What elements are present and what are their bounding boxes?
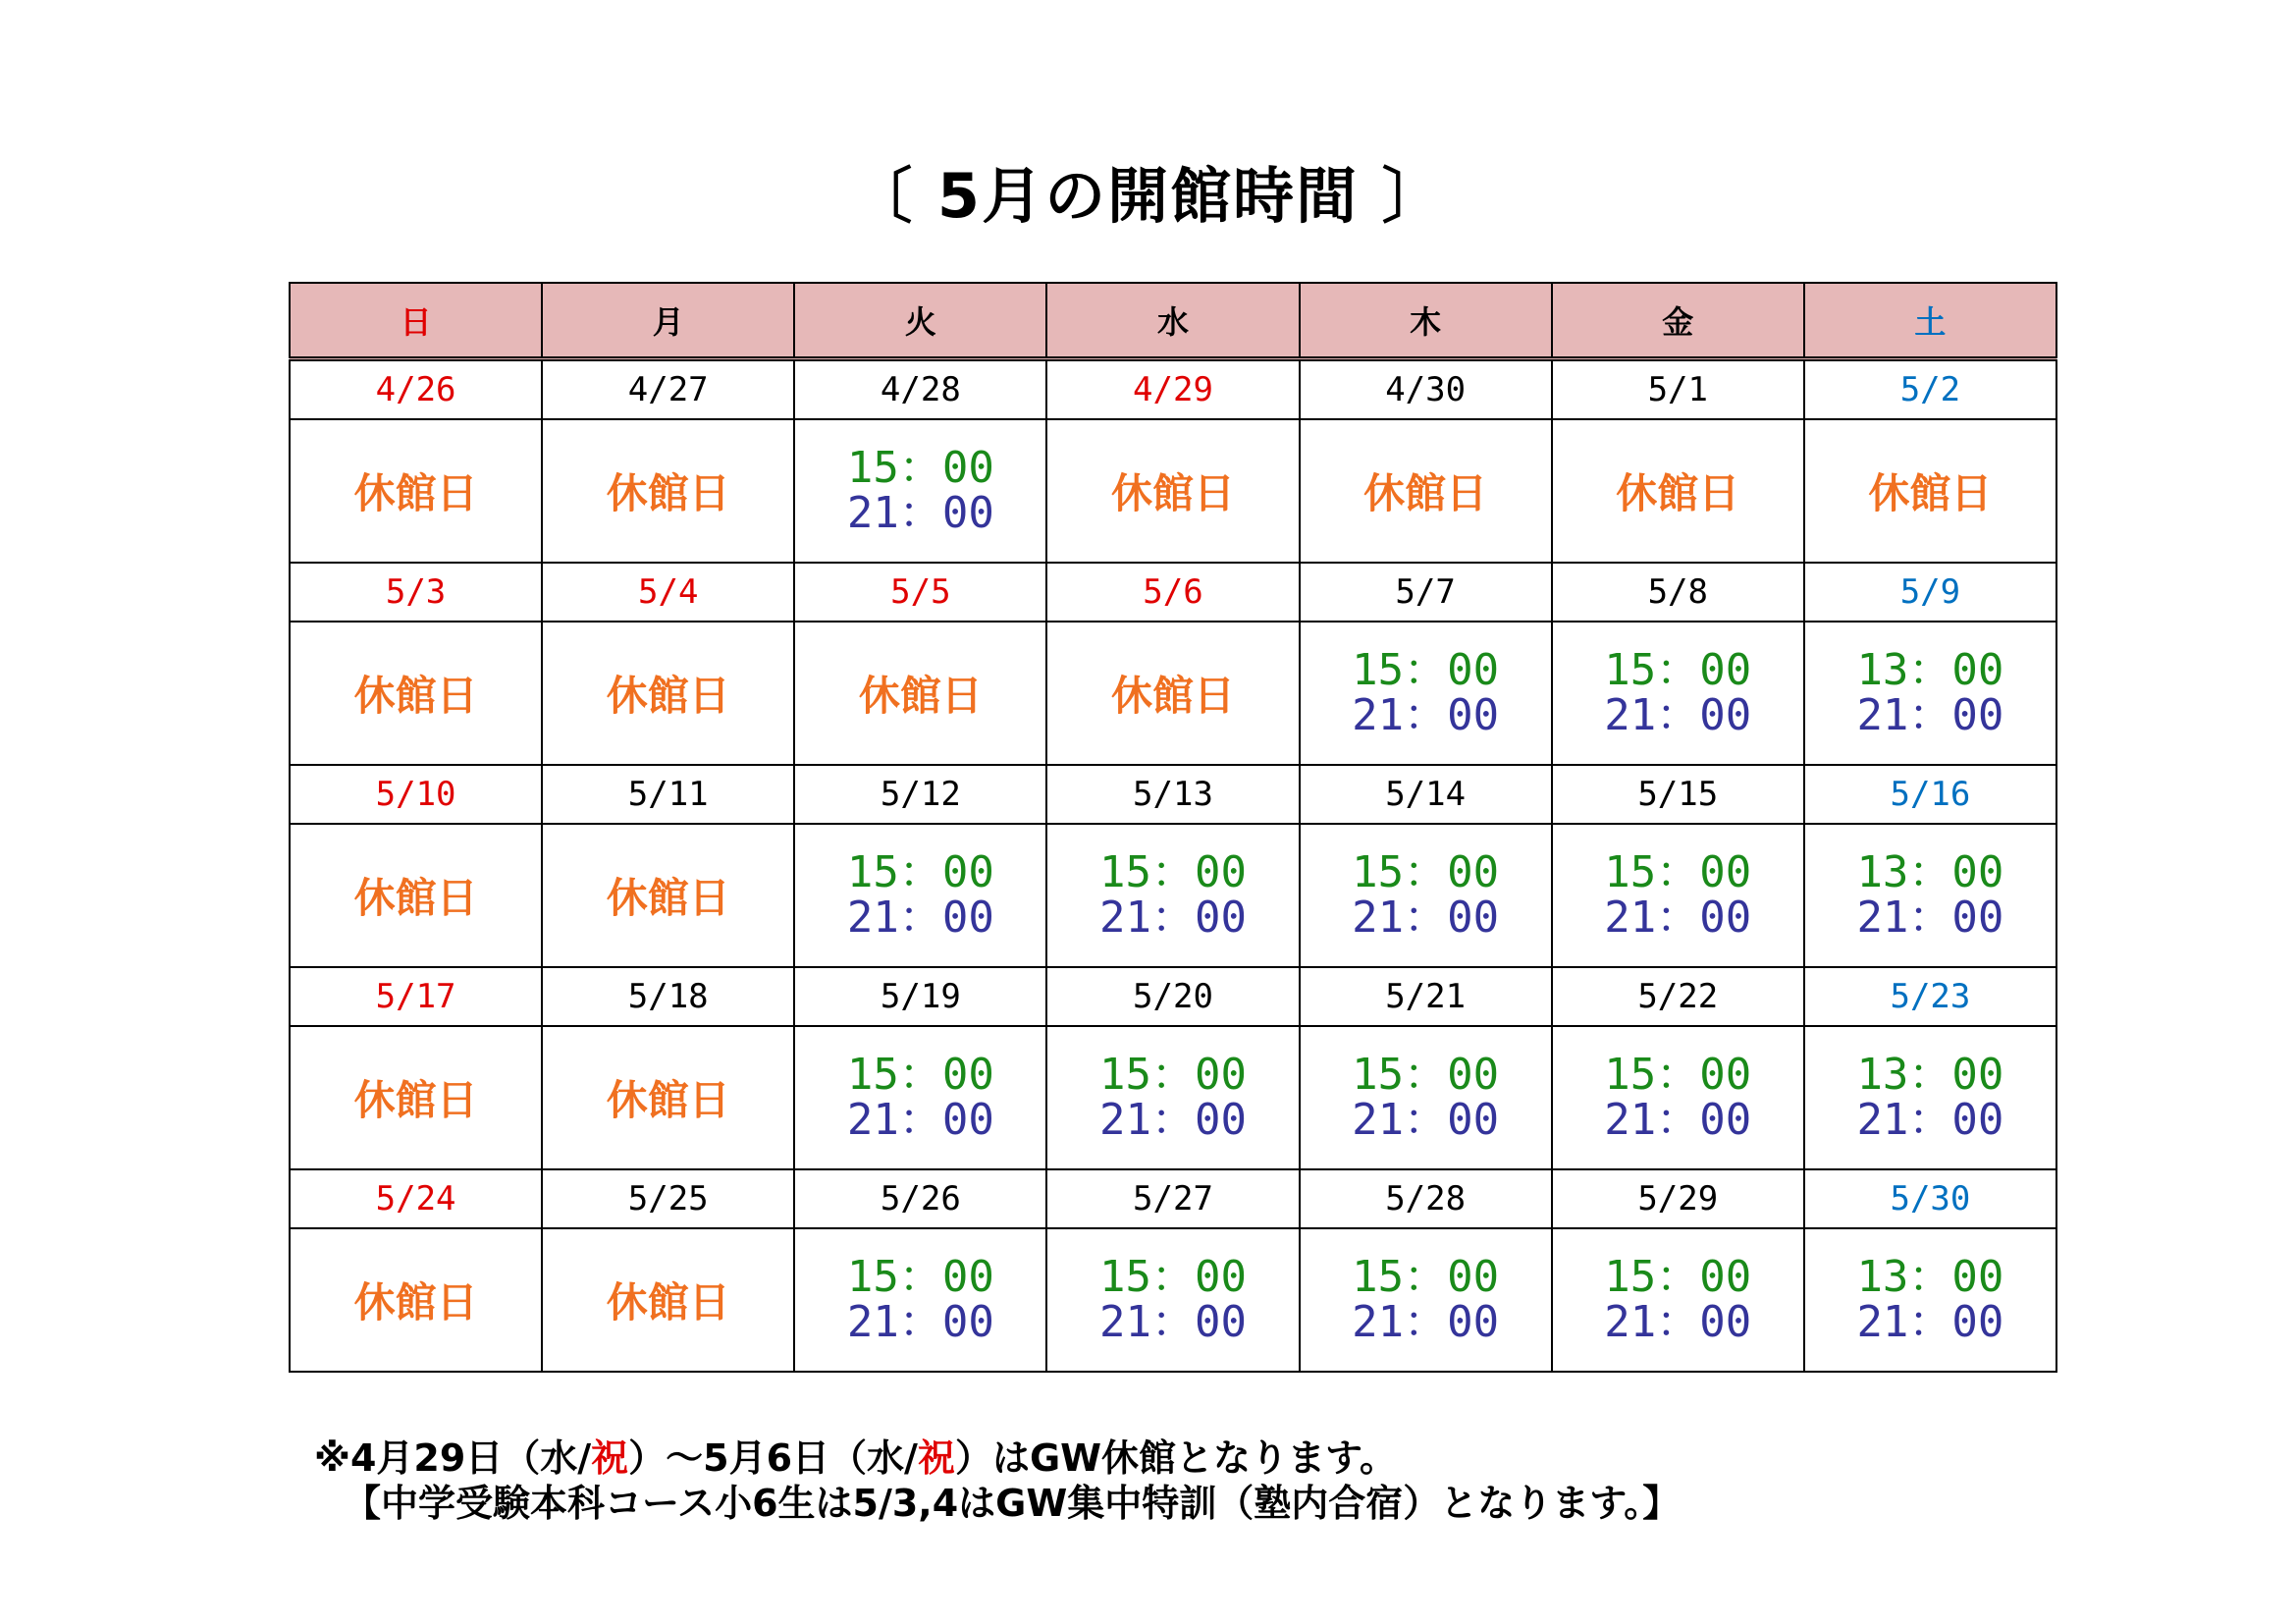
- hours-cell: [1300, 1228, 1552, 1372]
- open-time: 15：00: [846, 1050, 994, 1100]
- hours-cell: [1552, 1228, 1804, 1372]
- close-time: 21：00: [1352, 690, 1500, 740]
- open-time: 15：00: [1099, 847, 1247, 897]
- closed-label: 休館日: [353, 469, 478, 517]
- close-time: 21：00: [846, 488, 994, 538]
- date-cell: 5/20: [1046, 967, 1299, 1026]
- date-cell: 5/5: [794, 563, 1046, 622]
- open-time: 15：00: [1352, 847, 1500, 897]
- hours-cell: [1046, 1026, 1299, 1169]
- open-time: 15：00: [1604, 847, 1752, 897]
- closed-label: 休館日: [353, 672, 478, 720]
- open-time: 15：00: [1099, 1252, 1247, 1302]
- date-cell: 5/16: [1804, 765, 2056, 824]
- date-cell: 5/17: [290, 967, 542, 1026]
- weekday-header: 水: [1046, 283, 1299, 359]
- closed-label: 休館日: [606, 469, 730, 517]
- page-title: 〔 5月の開館時間 〕: [851, 160, 1445, 232]
- close-time: 21：00: [846, 1297, 994, 1347]
- date-cell: 5/21: [1300, 967, 1552, 1026]
- closed-label: 休館日: [1868, 469, 1993, 517]
- hours-cell: [1300, 1026, 1552, 1169]
- closed-label: 休館日: [606, 1278, 730, 1326]
- close-time: 21：00: [1352, 1095, 1500, 1145]
- weekday-header: 土: [1804, 283, 2056, 359]
- date-cell: 5/2: [1804, 359, 2056, 420]
- close-time: 21：00: [1604, 1297, 1752, 1347]
- open-time: 15：00: [1352, 1252, 1500, 1302]
- hours-cell: [1046, 1228, 1299, 1372]
- close-time: 21：00: [1856, 1297, 2004, 1347]
- closed-label: 休館日: [1110, 469, 1235, 517]
- date-cell: 5/14: [1300, 765, 1552, 824]
- hours-cell: [1046, 824, 1299, 967]
- date-row: [290, 563, 2056, 622]
- closed-label: 休館日: [353, 1076, 478, 1124]
- weekday-header: 金: [1552, 283, 1804, 359]
- hours-cell: [542, 1026, 794, 1169]
- weekday-header: 火: [794, 283, 1046, 359]
- hours-row: [290, 1228, 2056, 1372]
- hours-row: [290, 622, 2056, 765]
- weekday-header: 木: [1300, 283, 1552, 359]
- close-time: 21：00: [1099, 1297, 1247, 1347]
- hours-cell: [1804, 419, 2056, 563]
- close-time: 21：00: [1856, 893, 2004, 943]
- closed-label: 休館日: [353, 1278, 478, 1326]
- date-cell: 5/26: [794, 1169, 1046, 1228]
- hours-cell: [542, 1228, 794, 1372]
- hours-cell: [1804, 1228, 2056, 1372]
- hours-cell: [290, 419, 542, 563]
- hours-cell: [794, 622, 1046, 765]
- date-cell: 4/26: [290, 359, 542, 420]
- open-time: 15：00: [1099, 1050, 1247, 1100]
- close-time: 21：00: [1099, 1095, 1247, 1145]
- hours-cell: [1804, 1026, 2056, 1169]
- date-cell: 5/29: [1552, 1169, 1804, 1228]
- closed-label: 休館日: [1616, 469, 1740, 517]
- hours-cell: [794, 1026, 1046, 1169]
- date-cell: 5/18: [542, 967, 794, 1026]
- hours-row: [290, 1026, 2056, 1169]
- open-time: 15：00: [846, 1252, 994, 1302]
- date-cell: 4/29: [1046, 359, 1299, 420]
- open-time: 13：00: [1856, 847, 2004, 897]
- hours-cell: [1300, 824, 1552, 967]
- date-cell: 5/7: [1300, 563, 1552, 622]
- date-cell: 5/23: [1804, 967, 2056, 1026]
- date-cell: 5/28: [1300, 1169, 1552, 1228]
- hours-row: [290, 824, 2056, 967]
- hours-cell: [1804, 824, 2056, 967]
- open-time: 15：00: [1604, 645, 1752, 695]
- date-cell: 5/6: [1046, 563, 1299, 622]
- hours-cell: [1300, 419, 1552, 563]
- open-time: 15：00: [1604, 1252, 1752, 1302]
- date-cell: 5/12: [794, 765, 1046, 824]
- date-cell: 5/9: [1804, 563, 2056, 622]
- hours-cell: [542, 419, 794, 563]
- close-time: 21：00: [1604, 893, 1752, 943]
- date-cell: 5/22: [1552, 967, 1804, 1026]
- date-cell: 4/28: [794, 359, 1046, 420]
- schedule-table: [289, 282, 2057, 1373]
- weekday-header: 月: [542, 283, 794, 359]
- open-time: 15：00: [846, 443, 994, 493]
- hours-cell: [1552, 824, 1804, 967]
- notes: [314, 1435, 1680, 1526]
- date-row: [290, 765, 2056, 824]
- open-time: 13：00: [1856, 645, 2004, 695]
- date-cell: 4/30: [1300, 359, 1552, 420]
- close-time: 21：00: [1604, 1095, 1752, 1145]
- close-time: 21：00: [1856, 1095, 2004, 1145]
- date-cell: 5/11: [542, 765, 794, 824]
- open-time: 13：00: [1856, 1050, 2004, 1100]
- closed-label: 休館日: [858, 672, 983, 720]
- hours-cell: [1552, 622, 1804, 765]
- date-cell: 5/4: [542, 563, 794, 622]
- closed-label: 休館日: [606, 874, 730, 922]
- hours-cell: [290, 1026, 542, 1169]
- hours-cell: [542, 824, 794, 967]
- date-cell: 5/15: [1552, 765, 1804, 824]
- close-time: 21：00: [1352, 893, 1500, 943]
- hours-cell: [794, 824, 1046, 967]
- date-cell: 5/10: [290, 765, 542, 824]
- hours-cell: [290, 824, 542, 967]
- date-cell: 5/8: [1552, 563, 1804, 622]
- date-cell: 5/25: [542, 1169, 794, 1228]
- closed-label: 休館日: [1363, 469, 1488, 517]
- hours-row: [290, 419, 2056, 563]
- date-cell: 5/1: [1552, 359, 1804, 420]
- weekday-header: 日: [290, 283, 542, 359]
- date-row: [290, 967, 2056, 1026]
- date-row: [290, 1169, 2056, 1228]
- date-cell: 5/24: [290, 1169, 542, 1228]
- calendar-body: [290, 359, 2056, 1373]
- hours-cell: [1046, 622, 1299, 765]
- open-time: 15：00: [846, 847, 994, 897]
- hours-cell: [542, 622, 794, 765]
- open-time: 13：00: [1856, 1252, 2004, 1302]
- hours-cell: [1552, 1026, 1804, 1169]
- open-time: 15：00: [1352, 645, 1500, 695]
- weekday-header-row: [290, 283, 2056, 359]
- date-cell: 5/13: [1046, 765, 1299, 824]
- note-gw-closure: ※4月29日（水/祝）～5月6日（水/祝）はGW休館となります。: [314, 1436, 1398, 1480]
- closed-label: 休館日: [606, 672, 730, 720]
- closed-label: 休館日: [1110, 672, 1235, 720]
- date-cell: 5/27: [1046, 1169, 1299, 1228]
- hours-cell: [1804, 622, 2056, 765]
- open-time: 15：00: [1352, 1050, 1500, 1100]
- date-row: [290, 359, 2056, 420]
- close-time: 21：00: [1099, 893, 1247, 943]
- hours-cell: [794, 419, 1046, 563]
- close-time: 21：00: [846, 893, 994, 943]
- closed-label: 休館日: [606, 1076, 730, 1124]
- closed-label: 休館日: [353, 874, 478, 922]
- hours-cell: [794, 1228, 1046, 1372]
- note-intensive-course: 【中学受験本科コース小6生は5/3,4はGW集中特訓（塾内合宿）となります。】: [344, 1482, 1681, 1525]
- hours-cell: [1300, 622, 1552, 765]
- date-cell: 5/19: [794, 967, 1046, 1026]
- hours-cell: [290, 622, 542, 765]
- hours-cell: [1046, 419, 1299, 563]
- close-time: 21：00: [846, 1095, 994, 1145]
- close-time: 21：00: [1856, 690, 2004, 740]
- hours-cell: [1552, 419, 1804, 563]
- close-time: 21：00: [1352, 1297, 1500, 1347]
- hours-cell: [290, 1228, 542, 1372]
- date-cell: 4/27: [542, 359, 794, 420]
- open-time: 15：00: [1604, 1050, 1752, 1100]
- close-time: 21：00: [1604, 690, 1752, 740]
- date-cell: 5/3: [290, 563, 542, 622]
- date-cell: 5/30: [1804, 1169, 2056, 1228]
